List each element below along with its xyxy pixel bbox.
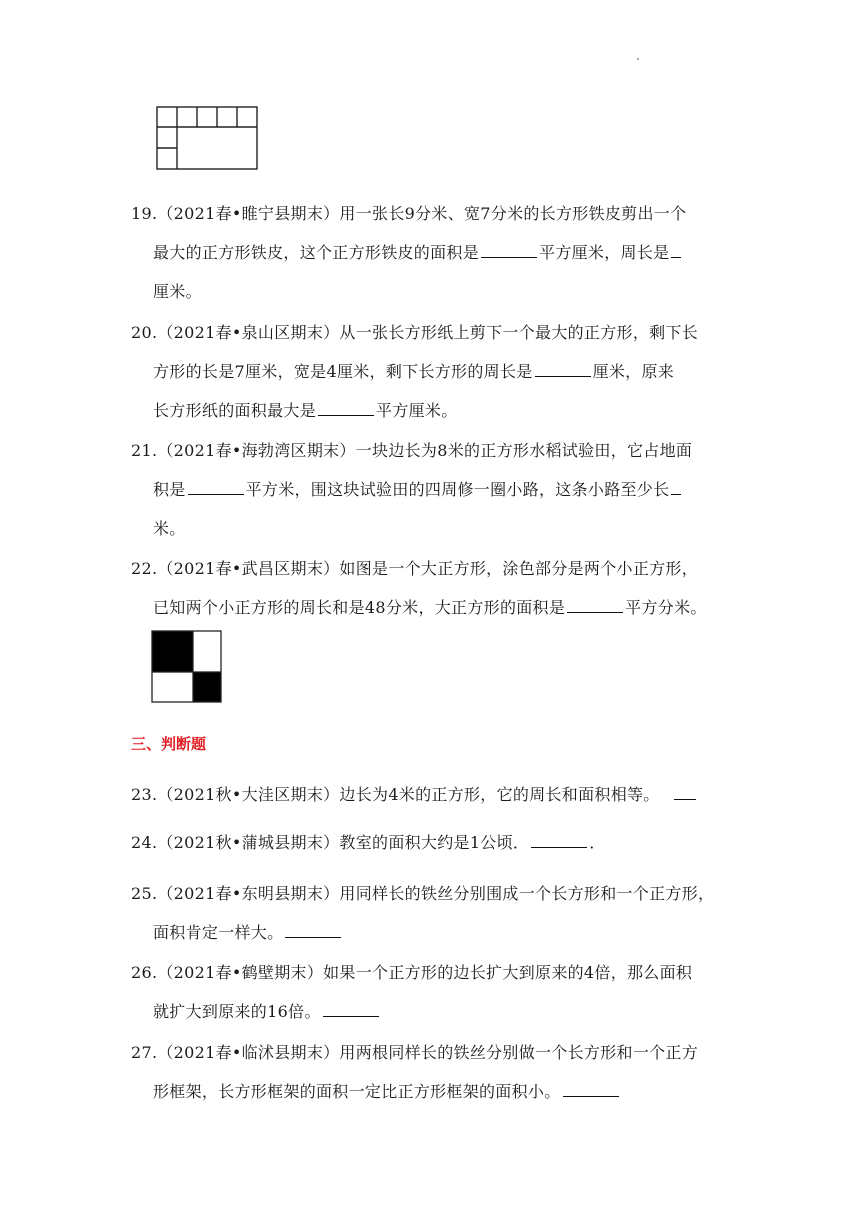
question-text: （2021秋•蒲城县期末）教室的面积大约是1公顷． bbox=[157, 833, 530, 852]
page-dot bbox=[637, 58, 639, 60]
question-text: 米。 bbox=[153, 519, 186, 538]
question-text: （2021春•临沭县期末）用两根同样长的铁丝分别做一个长方形和一个正方 bbox=[157, 1043, 699, 1062]
question-number: 26. bbox=[131, 963, 158, 982]
question-19 bbox=[131, 194, 731, 311]
question-number: 22. bbox=[131, 559, 158, 578]
answer-blank[interactable] bbox=[563, 1080, 619, 1097]
question-27 bbox=[131, 1033, 731, 1111]
answer-blank[interactable] bbox=[188, 478, 244, 495]
question-text: （2021秋•大洼区期末）边长为4米的正方形，它的周长和面积相等。 bbox=[157, 785, 660, 804]
question-text: 长方形纸的面积最大是 bbox=[153, 401, 317, 420]
question-text: （2021春•东明县期末）用同样长的铁丝分别围成一个长方形和一个正方形， bbox=[157, 884, 715, 903]
question-21 bbox=[131, 431, 731, 548]
question-text: 最大的正方形铁皮，这个正方形铁皮的面积是 bbox=[153, 243, 480, 262]
answer-blank[interactable] bbox=[481, 241, 537, 258]
question-number: 20. bbox=[131, 323, 158, 342]
question-24 bbox=[131, 823, 731, 862]
answer-blank[interactable] bbox=[285, 921, 341, 938]
answer-blank[interactable] bbox=[671, 241, 681, 258]
question-number: 27. bbox=[131, 1043, 158, 1062]
answer-blank[interactable] bbox=[674, 783, 696, 800]
question-text: （2021春•武昌区期末）如图是一个大正方形，涂色部分是两个小正方形， bbox=[157, 559, 699, 578]
question-23 bbox=[131, 775, 731, 814]
question-number: 25. bbox=[131, 884, 158, 903]
question-text: 厘米，原来 bbox=[592, 362, 675, 381]
question-text: 平方厘米，周长是 bbox=[539, 243, 670, 262]
question-text: 厘米。 bbox=[153, 282, 202, 301]
question-text: 就扩大到原来的16倍。 bbox=[153, 1002, 321, 1021]
question-number: 21. bbox=[131, 441, 158, 460]
question-26 bbox=[131, 953, 731, 1031]
question-text: 平方米，围这块试验田的四周修一圈小路，这条小路至少长 bbox=[245, 480, 670, 499]
answer-blank[interactable] bbox=[323, 1000, 379, 1017]
question-text: 面积肯定一样大。 bbox=[153, 923, 284, 942]
question-number: 24. bbox=[131, 833, 158, 852]
question-text: ． bbox=[589, 833, 606, 852]
question-number: 23. bbox=[131, 785, 158, 804]
question-number: 19. bbox=[131, 204, 158, 223]
answer-blank[interactable] bbox=[567, 596, 623, 613]
question-text: 已知两个小正方形的周长和是48分米，大正方形的面积是 bbox=[153, 598, 566, 617]
question-text: （2021春•鹤壁期末）如果一个正方形的边长扩大到原来的4倍，那么面积 bbox=[157, 963, 693, 982]
question-text: （2021春•泉山区期末）从一张长方形纸上剪下一个最大的正方形，剩下长 bbox=[157, 323, 699, 342]
question-25 bbox=[131, 874, 731, 952]
answer-blank[interactable] bbox=[535, 360, 591, 377]
rectangle-grid-figure bbox=[156, 106, 260, 172]
section-title: 三、判断题 bbox=[131, 735, 207, 753]
question-text: （2021春•海勃湾区期末）一块边长为8米的正方形水稻试验田，它占地面 bbox=[157, 441, 693, 460]
question-text: 平方分米。 bbox=[625, 598, 707, 617]
question-text: （2021春•睢宁县期末）用一张长9分米、宽7分米的长方形铁皮剪出一个 bbox=[157, 204, 687, 223]
question-20 bbox=[131, 313, 731, 430]
question-text: 方形的长是7厘米，宽是4厘米，剩下长方形的周长是 bbox=[153, 362, 533, 381]
answer-blank[interactable] bbox=[318, 399, 374, 416]
answer-blank[interactable] bbox=[671, 478, 681, 495]
question-22 bbox=[131, 549, 731, 627]
question-text: 平方厘米。 bbox=[376, 401, 458, 420]
question-text: 形框架，长方形框架的面积一定比正方形框架的面积小。 bbox=[153, 1082, 561, 1101]
square-shaded-figure bbox=[151, 630, 223, 704]
question-text: 积是 bbox=[153, 480, 186, 499]
answer-blank[interactable] bbox=[531, 831, 587, 848]
